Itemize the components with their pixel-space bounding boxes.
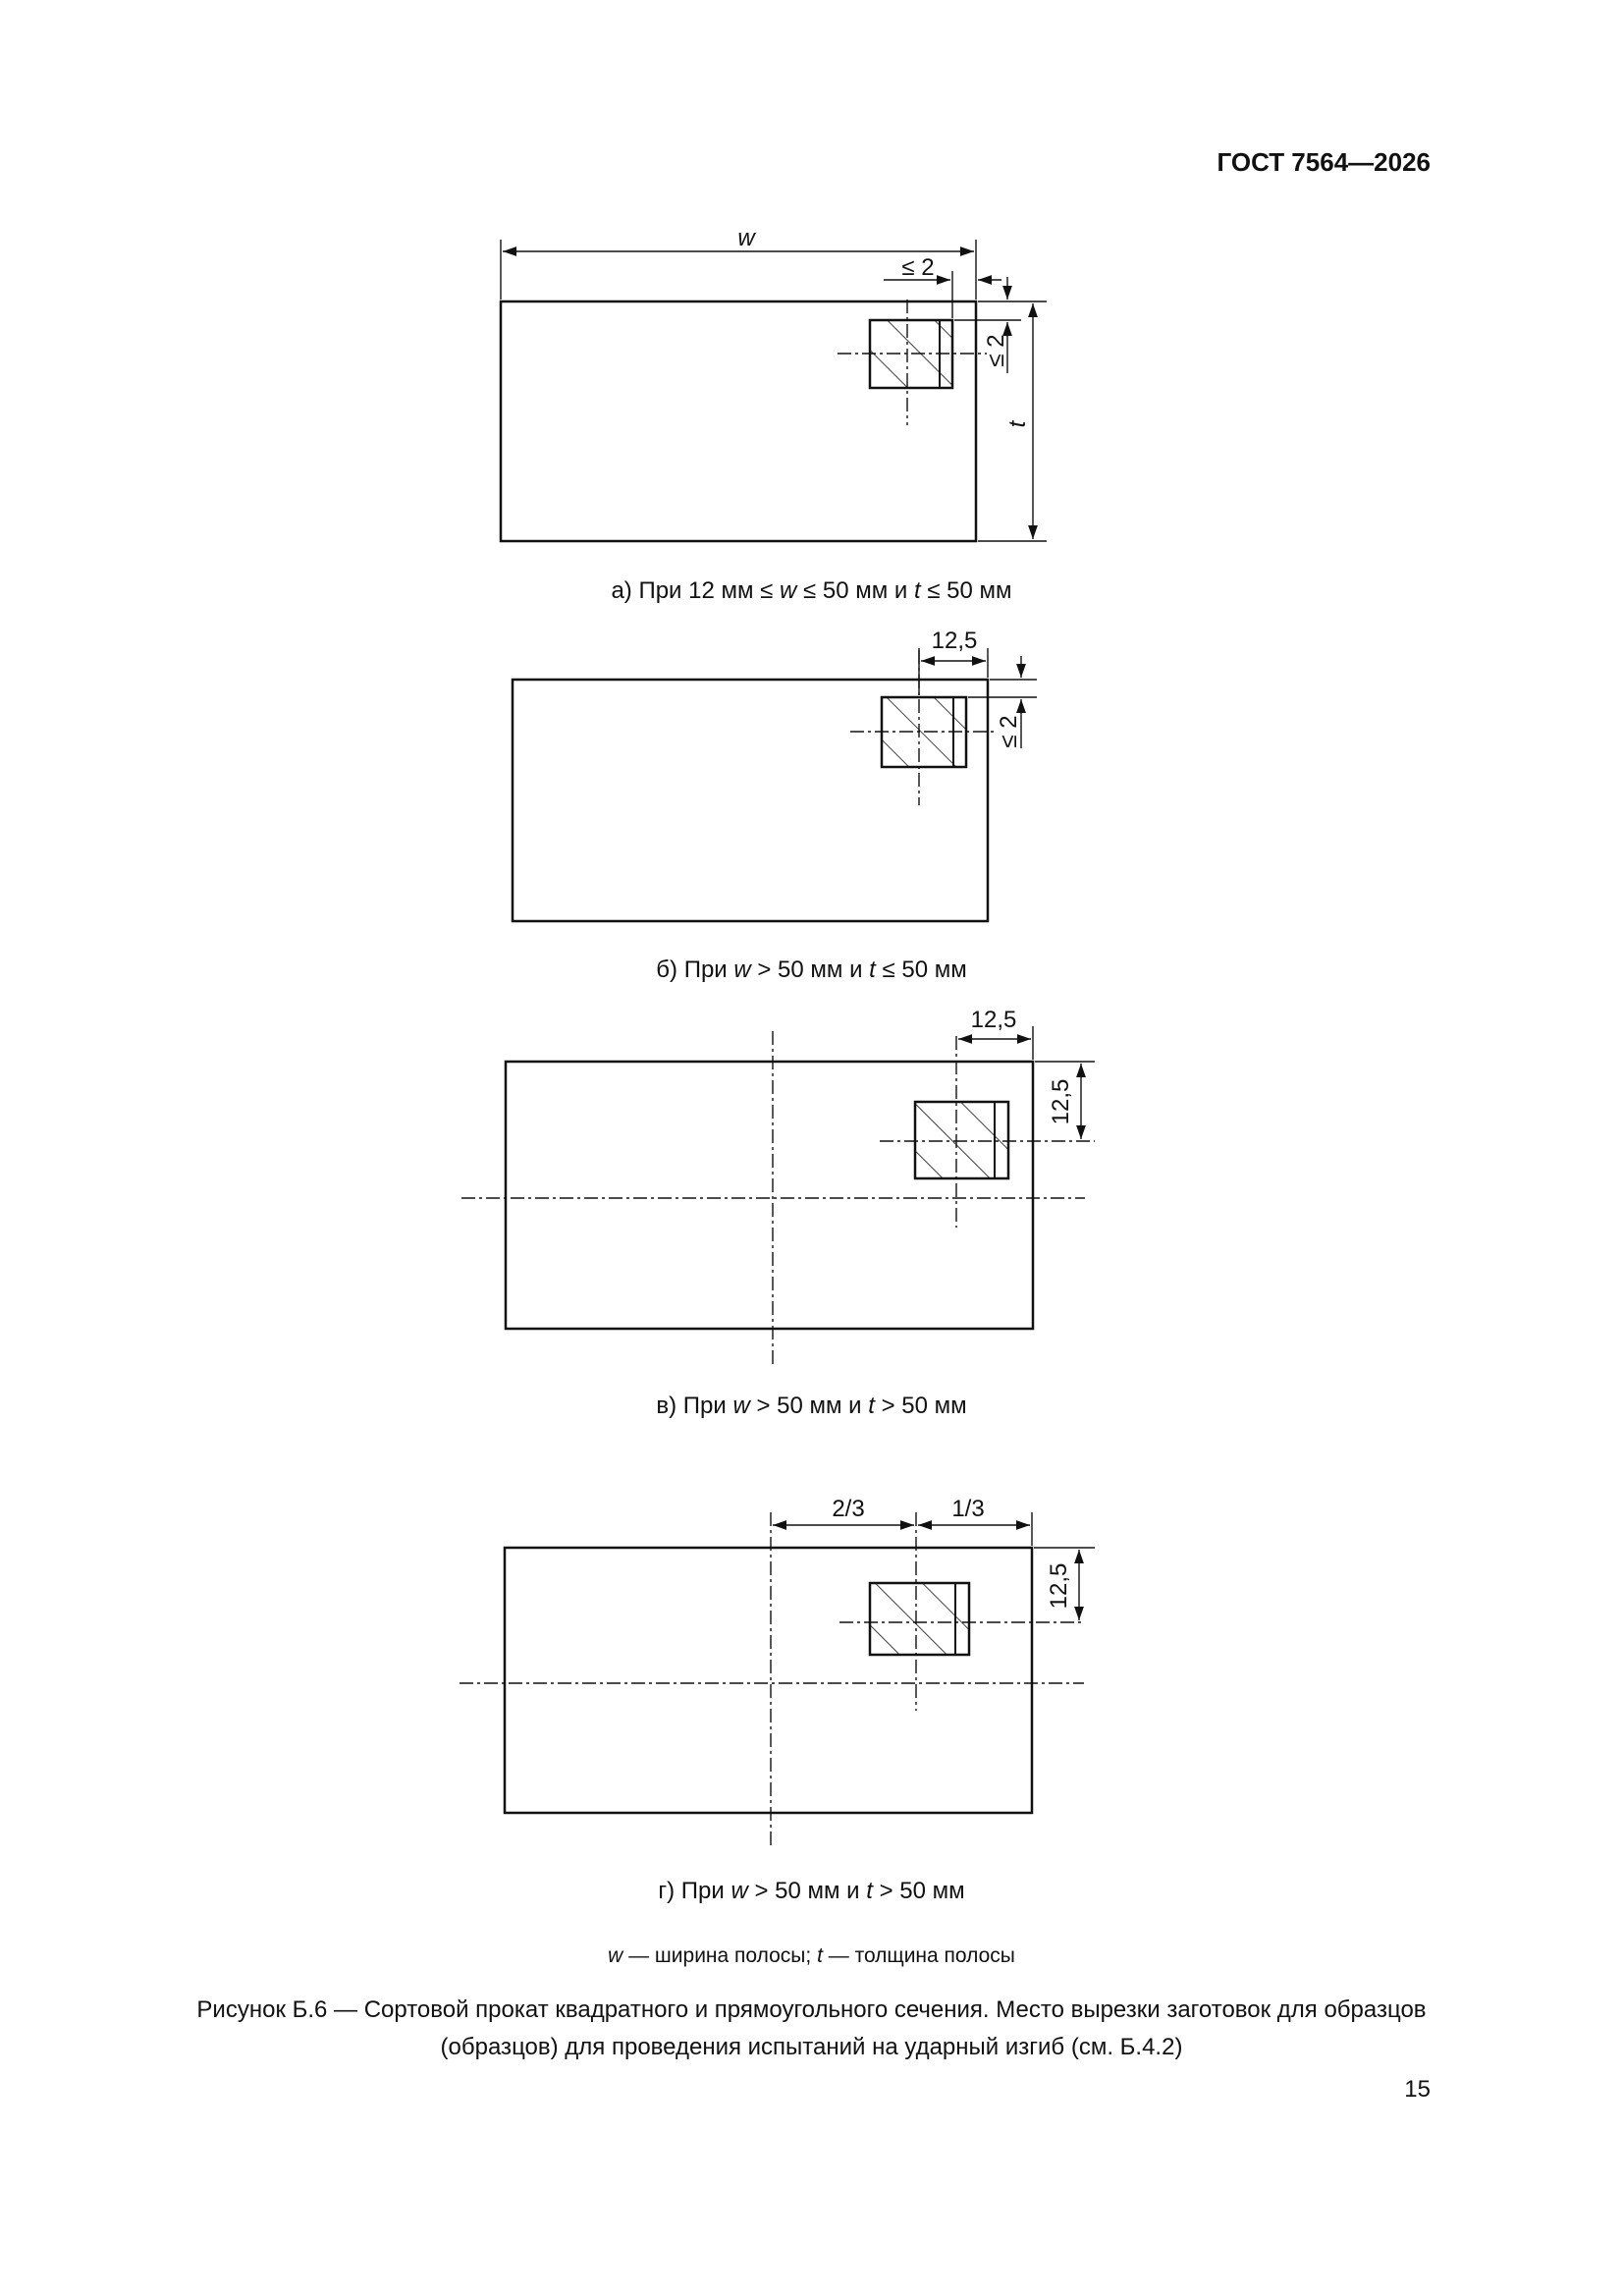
dim-side-label-a: ≤ 2 [983,334,1009,367]
centerlines-c [461,1031,1095,1365]
figure-caption-line-1: Рисунок Б.6 — Сортовой прокат квадратного и прямоугольного сечения. Место вырезки заготовок для образцов [196,1996,1427,2023]
figure-b [513,648,1037,921]
caption-figure-d: г) При w > 50 мм и t > 50 мм [658,1878,965,1904]
figure-d [460,1512,1095,1846]
dim-top-label-c: 12,5 [970,1007,1017,1033]
dim-side-label-c: 12,5 [1048,1078,1074,1125]
dim-left-label-d: 2/3 [832,1496,865,1522]
caption-figure-b: б) При w > 50 мм и t ≤ 50 мм [656,957,967,983]
page-number: 15 [1404,2076,1431,2103]
dim-side-label-d: 12,5 [1046,1562,1072,1610]
figure-caption [128,1992,1495,2067]
dim-w-label-a: w [737,225,755,251]
dim-top-label-b: 12,5 [931,628,978,654]
dim-top-label-a: ≤ 2 [901,254,935,281]
figure-caption-line-2: (образцов) для проведения испытаний на ударный изгиб (см. Б.4.2) [440,2034,1183,2061]
dimension-top-b [919,648,988,695]
caption-figure-a: а) При 12 мм ≤ w ≤ 50 мм и t ≤ 50 мм [611,577,1012,604]
figure-a [501,240,1047,541]
specimen-d [870,1583,969,1655]
centerlines-d [460,1512,1084,1846]
caption-figure-c: в) При w > 50 мм и t > 50 мм [656,1393,967,1419]
symbol-legend: w — ширина полосы; t — толщина полосы [608,1944,1015,1967]
dim-side-label-b: ≤ 2 [996,715,1022,748]
dimension-top-d [773,1512,1032,1546]
dim-right-label-d: 1/3 [951,1496,985,1522]
document-code: ГОСТ 7564—2026 [1217,147,1431,177]
figure-c [461,1026,1095,1365]
dim-t-label-a: t [1004,420,1031,428]
